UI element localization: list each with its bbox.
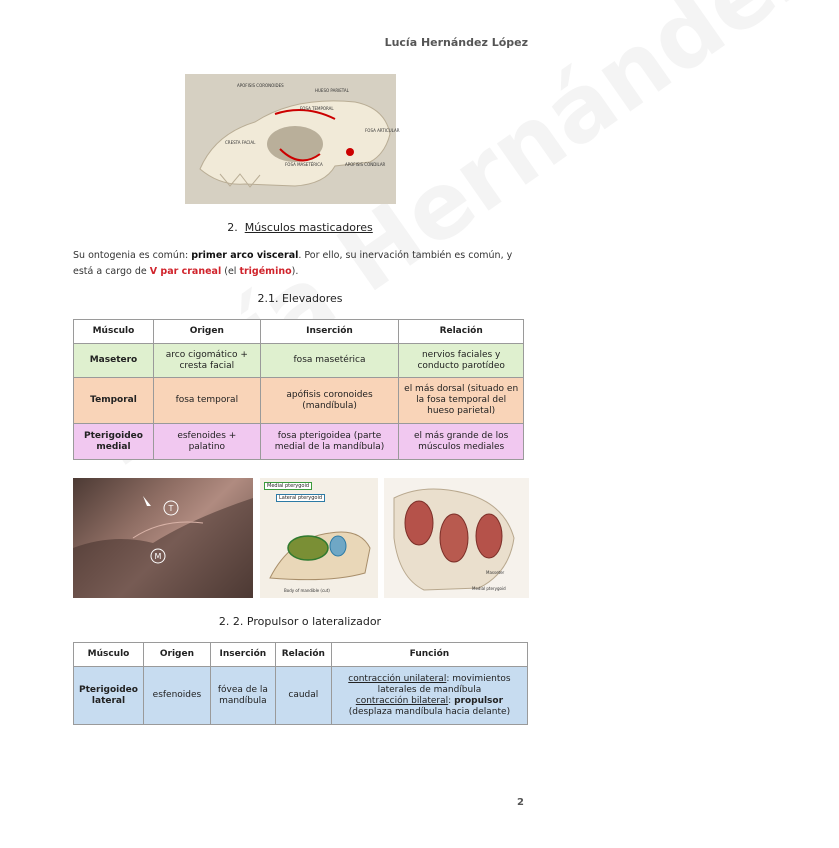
photo-label-masseter: M [154, 552, 162, 561]
skull-label-condilar: APOFISIS CONDILAR [345, 162, 386, 167]
skull-label-articular: FOSA ARTICULAR [365, 128, 400, 133]
section-2-title: Músculos masticadores [244, 221, 373, 234]
elevators-table [73, 319, 524, 460]
section-2-number: 2. [227, 221, 238, 234]
section-2-1-heading: 2.1. Elevadores [257, 292, 343, 305]
table-row: Pterigoideo lateral esfenoides fóvea de la mandíbula caudal contracción unilateral: movimientos laterales de mandíbula contracción bilateral: propulsor (desplaza mandíbula hacia delante) [74, 667, 528, 725]
skull-label-parietal: HUESO PARIETAL [315, 88, 349, 93]
skull-label-cresta: CRESTA FACIAL [225, 140, 256, 145]
t2-header-insertion: Inserción [210, 643, 275, 667]
skull-label-maseterica: FOSA MASETÉRICA [285, 162, 323, 167]
propulsor-table [73, 642, 528, 725]
photo-label-temporal: T [168, 504, 174, 513]
masseter-illustration [384, 478, 529, 598]
section-2-2-heading: 2. 2. Propulsor o lateralizador [218, 615, 382, 628]
label-lateral-pterygoid: Lateral pterygoid [276, 494, 325, 502]
section-2-paragraph: Su ontogenia es común: primer arco visceral. Por ello, su inervación también es común, y está a cargo de V par craneal (el trigémino). [73, 250, 513, 277]
t2-header-relation: Relación [275, 643, 331, 667]
skull-label-temporal: FOSA TEMPORAL [300, 106, 334, 111]
label-medial-pterygoid: Medial pterygoid [264, 482, 312, 490]
t2-header-muscle: Músculo [74, 643, 144, 667]
t1-header-origin: Origen [153, 320, 260, 344]
table-row: Masetero arco cigomático + cresta facial fosa masetérica nervios faciales y conducto parotídeo [74, 344, 524, 378]
label-body-mandible: Body of mandible (cut) [284, 588, 330, 593]
t1-header-relation: Relación [399, 320, 524, 344]
skull-label-coronoides: APOFISIS CORONOIDES [237, 83, 284, 88]
section-2-heading [0, 221, 600, 234]
table-row: Pterigoideo medial esfenoides + palatino fosa pterigoidea (parte medial de la mandíbula) el más grande de los músculos mediales [74, 424, 524, 460]
table-row: Temporal fosa temporal apófisis coronoides (mandíbula) el más dorsal (situado en la fosa temporal del hueso parietal) [74, 378, 524, 424]
skull-illustration [185, 74, 400, 204]
pterygoid-illustration [260, 478, 378, 598]
dissection-photo [73, 478, 253, 598]
t1-header-muscle: Músculo [74, 320, 154, 344]
function-cell: contracción unilateral: movimientos laterales de mandíbula contracción bilateral: propulsor (desplaza mandíbula hacia delante) [331, 667, 527, 725]
skull-figure [185, 74, 400, 204]
t2-header-origin: Origen [143, 643, 210, 667]
t2-header-function: Función [331, 643, 527, 667]
t1-header-insertion: Inserción [260, 320, 399, 344]
author-header: Lucía Hernández López [384, 36, 528, 49]
label-medial-pterygoid-2: Medial pterygoid [472, 586, 506, 591]
label-masseter: Masseter [486, 570, 505, 575]
page-number: 2 [517, 797, 524, 808]
